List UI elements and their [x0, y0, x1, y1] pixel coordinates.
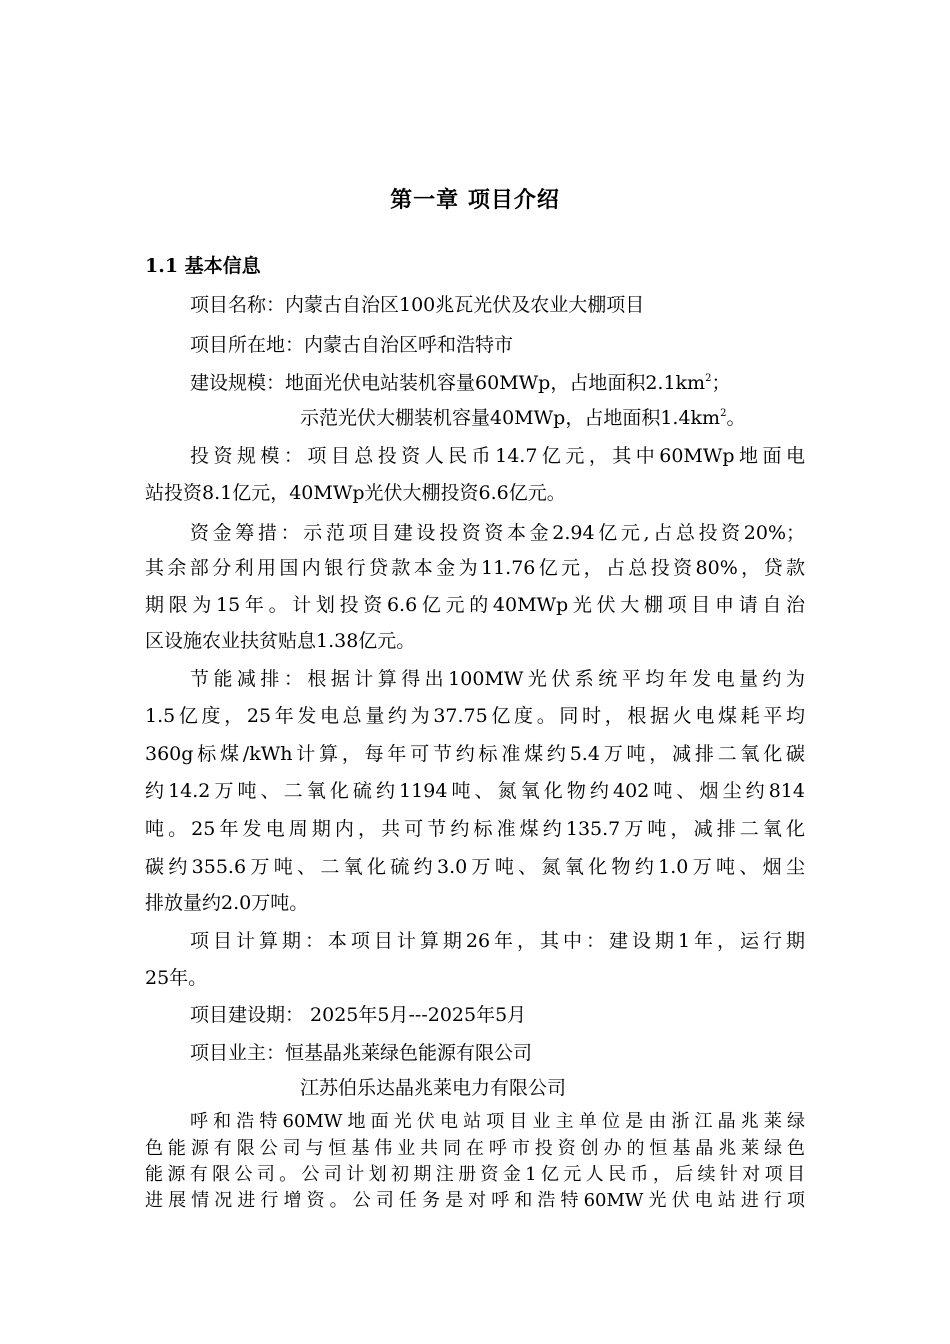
energy-line-1: 节能减排：根据计算得出100MW光伏系统平均年发电量约为 [190, 668, 805, 690]
funding-line-3: 期限为15年。计划投资6.6亿元的40MWp光伏大棚项目申请自治 [145, 594, 805, 616]
energy-line-4: 约14.2万吨、二氧化硫约1194吨、氮氧化物约402吨、烟尘约814 [145, 780, 805, 802]
chapter-title: 第一章 项目介绍 [390, 187, 560, 213]
investment-line-2: 站投资8.1亿元，40MWp光伏大棚投资6.6亿元。 [145, 482, 566, 504]
scale2-punct: 。 [726, 407, 746, 429]
funding-line-4: 区设施农业扶贫贴息1.38亿元。 [145, 630, 416, 652]
funding-line-1: 资金筹措：示范项目建设投资资本金2.94亿元,占总投资20%； [190, 522, 805, 544]
energy-line-7: 排放量约2.0万吨。 [145, 892, 309, 914]
scale1-punct: ； [711, 372, 731, 394]
paragraph-line-1: 呼和浩特60MW地面光伏电站项目业主单位是由浙江晶兆莱绿 [190, 1111, 805, 1132]
construction-period-line: 项目建设期： 2025年5月---2025年5月 [190, 1004, 527, 1026]
calc-period-line-1: 项目计算期：本项目计算期26年，其中：建设期1年，运行期 [190, 930, 805, 952]
energy-line-2: 1.5亿度，25年发电总量约为37.75亿度。同时，根据火电煤耗平均 [145, 705, 805, 727]
scale1-text: 建设规模：地面光伏电站装机容量60MWp，占地面积2.1km [190, 372, 706, 394]
paragraph-line-4: 进展情况进行增资。公司任务是对呼和浩特60MW光伏电站进行项 [145, 1190, 805, 1211]
energy-line-3: 360g标煤/kWh计算，每年可节约标准煤约5.4万吨，减排二氧化碳 [145, 743, 805, 765]
scale1-superscript: 2 [705, 373, 712, 384]
project-location-line: 项目所在地：内蒙古自治区呼和浩特市 [190, 334, 514, 356]
paragraph-line-2: 色能源有限公司与恒基伟业共同在呼市投资创办的恒基晶兆莱绿色 [145, 1138, 805, 1159]
paragraph-line-3: 能源有限公司。公司计划初期注册资金1亿元人民币，后续针对项目 [145, 1164, 805, 1185]
funding-line-2: 其余部分利用国内银行贷款本金为11.76亿元，占总投资80%，贷款 [145, 557, 805, 579]
section-title: 1.1 基本信息 [145, 255, 261, 277]
owner-line-2: 江苏伯乐达晶兆莱电力有限公司 [300, 1077, 567, 1099]
energy-line-5: 吨。25年发电周期内，共可节约标准煤约135.7万吨，减排二氧化 [145, 818, 805, 840]
investment-line-1: 投资规模：项目总投资人民币14.7亿元，其中60MWp地面电 [190, 445, 805, 467]
calc-period-line-2: 25年。 [145, 967, 208, 989]
owner-line-1: 项目业主：恒基晶兆莱绿色能源有限公司 [190, 1042, 533, 1064]
project-name-line: 项目名称：内蒙古自治区100兆瓦光伏及农业大棚项目 [190, 294, 645, 316]
construction-scale-line-2 [300, 403, 805, 433]
scale2-text: 示范光伏大棚装机容量40MWp，占地面积1.4km [300, 407, 721, 429]
construction-scale-line-1 [190, 368, 805, 398]
energy-line-6: 碳约355.6万吨、二氧化硫约3.0万吨、氮氧化物约1.0万吨、烟尘 [145, 856, 805, 878]
scale2-superscript: 2 [720, 408, 727, 419]
